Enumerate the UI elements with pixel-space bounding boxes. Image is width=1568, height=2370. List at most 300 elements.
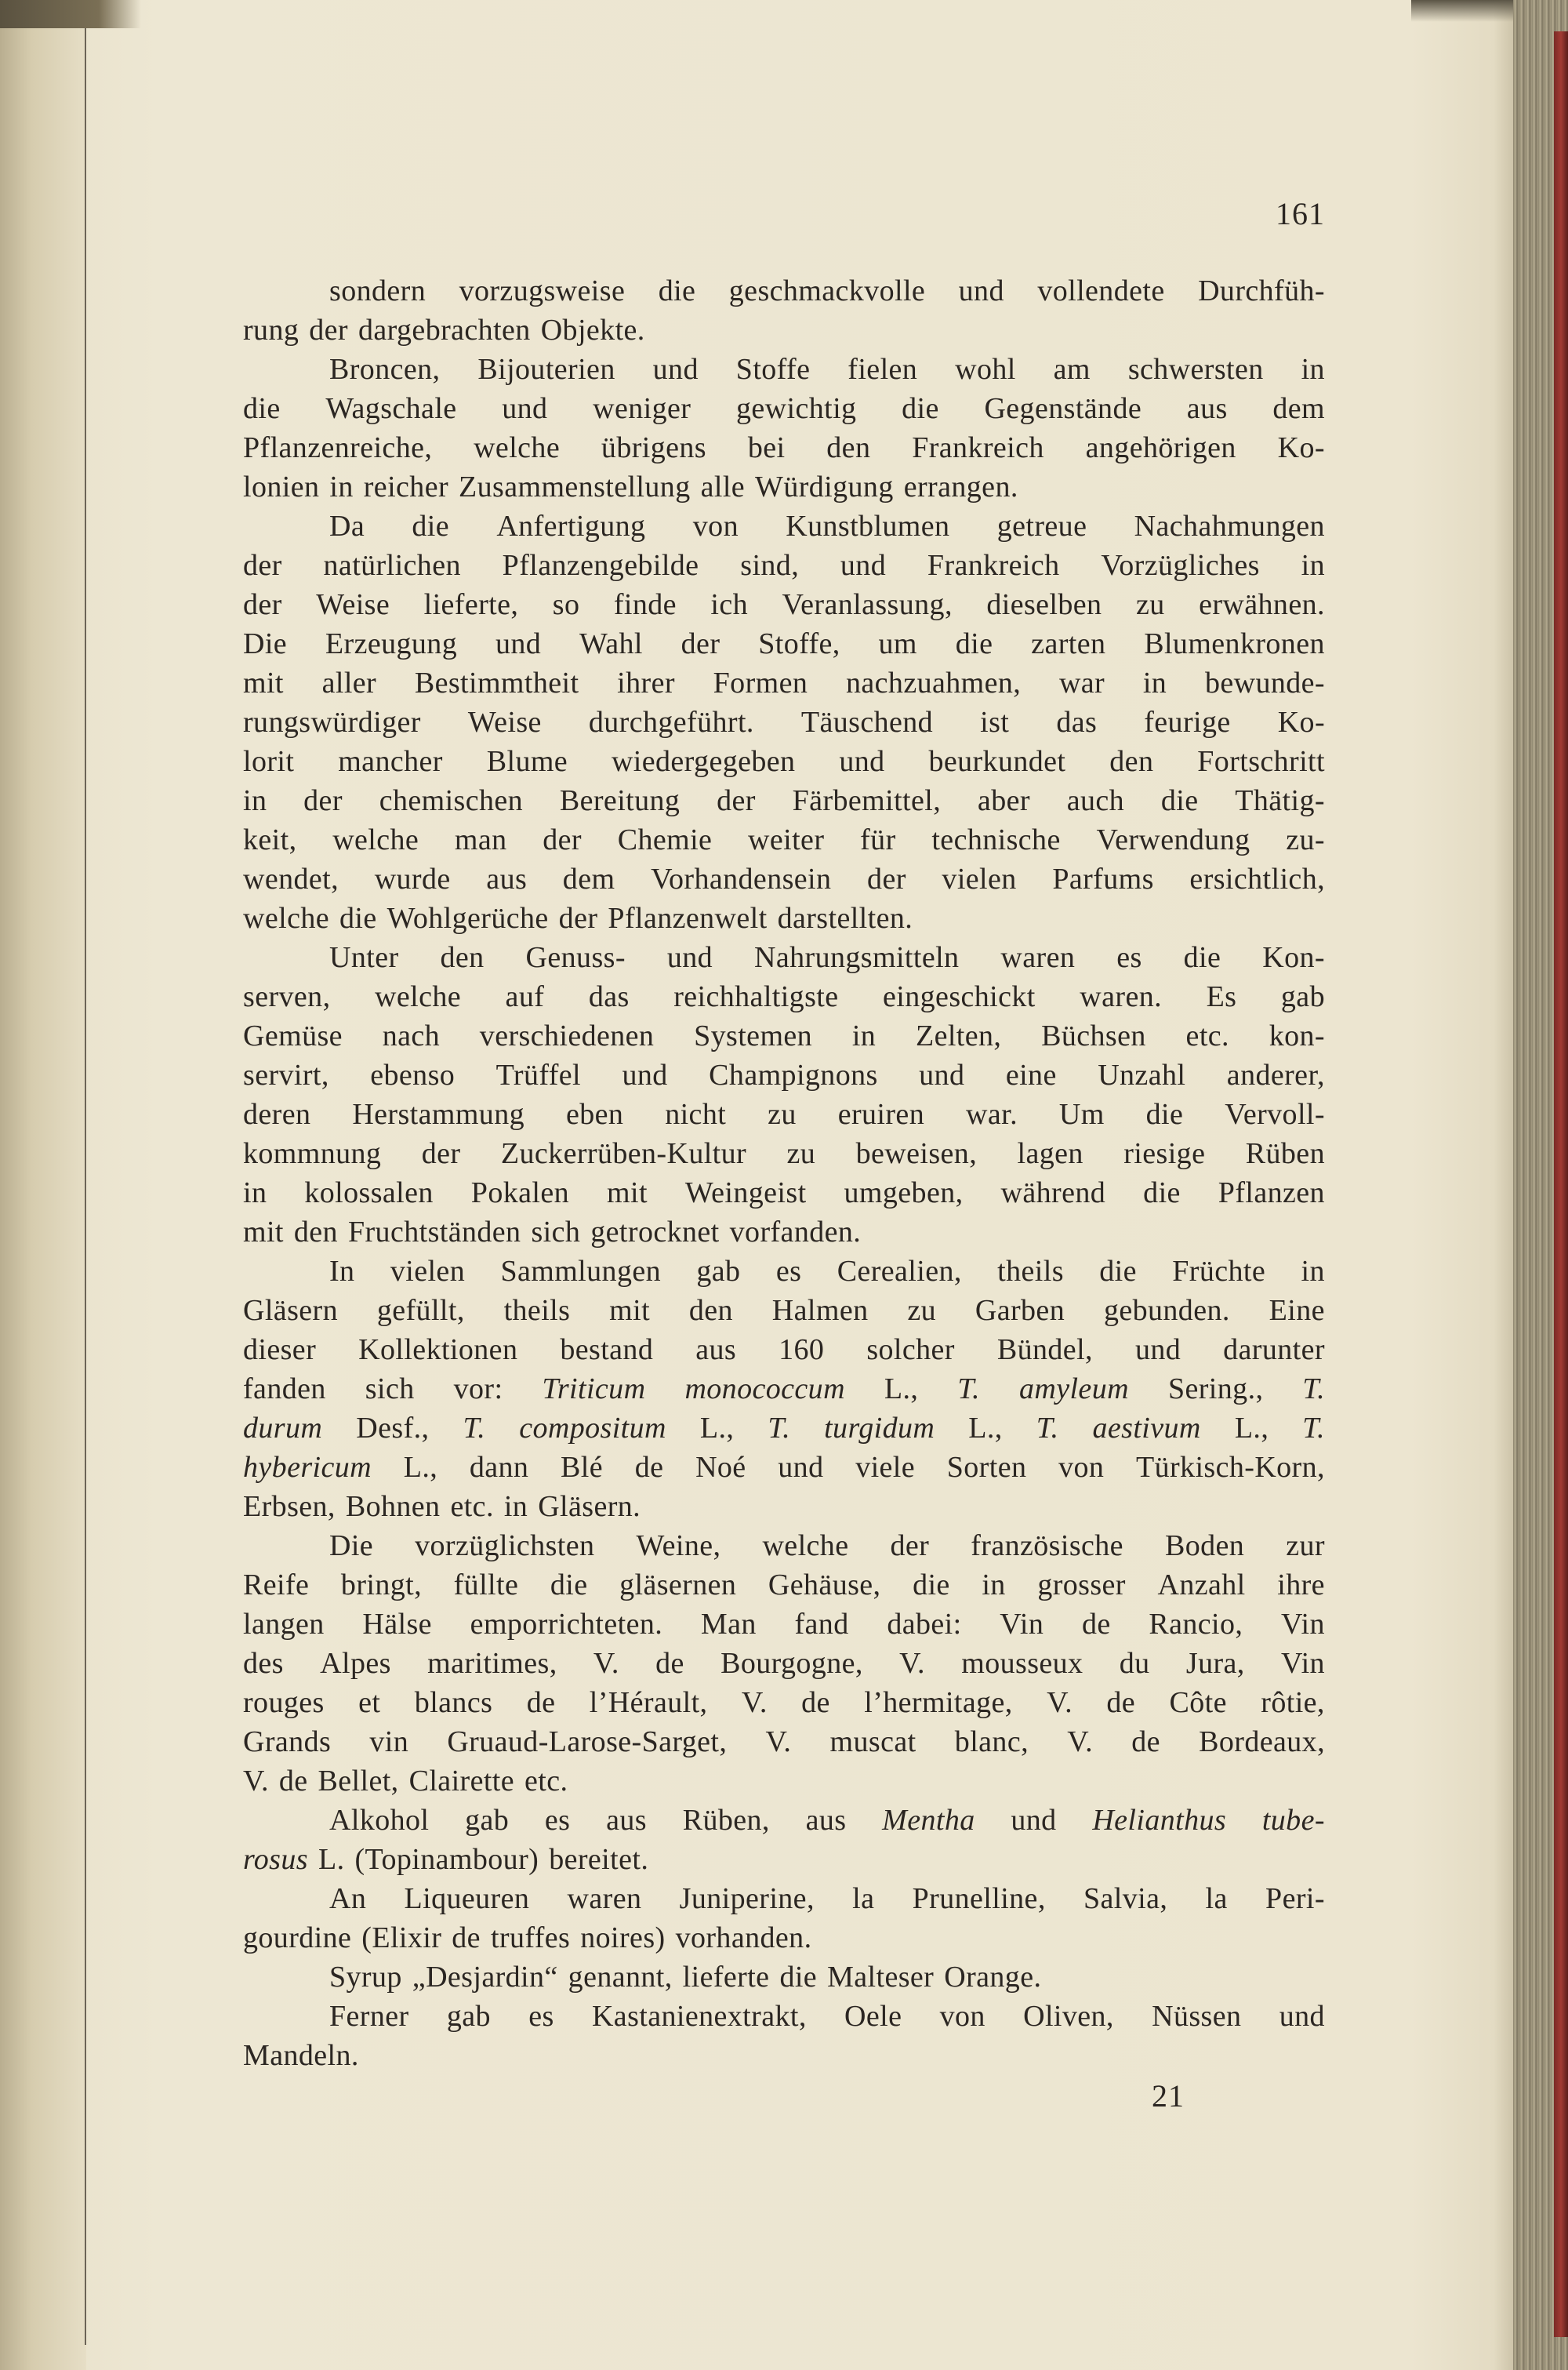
word: rôtie,	[1261, 1686, 1325, 1719]
word: nachzuahmen,	[846, 667, 1022, 700]
word: so	[552, 588, 580, 621]
word: aus	[486, 863, 528, 896]
word: lieferte,	[423, 588, 519, 621]
word: Um	[1058, 1098, 1105, 1131]
word: der	[558, 902, 598, 935]
word: vorzüglichsten	[415, 1529, 595, 1562]
word: Blumenkronen	[1144, 627, 1325, 660]
word: Objekte.	[540, 314, 645, 347]
word: ich	[710, 588, 749, 621]
word: war	[1058, 667, 1105, 700]
word: man	[454, 823, 507, 856]
word: (Topinambour)	[354, 1843, 539, 1876]
text-line	[243, 624, 1325, 663]
word: aller	[321, 667, 377, 700]
word: in	[851, 1020, 877, 1052]
word: auch	[1066, 784, 1125, 817]
paragraph	[243, 1526, 1325, 1801]
word: V.	[1047, 1686, 1073, 1719]
word: Systemen	[694, 1020, 813, 1052]
word: durum	[243, 1412, 323, 1445]
word: compositum	[519, 1412, 666, 1445]
word: de	[1131, 1725, 1160, 1758]
word: dem	[562, 863, 615, 896]
word: hybericum	[243, 1451, 372, 1484]
word: dann	[469, 1451, 529, 1484]
word: Halmen	[771, 1294, 869, 1327]
word: Färbemittel,	[792, 784, 942, 817]
page-number: 161	[1276, 196, 1325, 231]
word: kommnung	[243, 1137, 382, 1170]
word: de	[1081, 1608, 1111, 1641]
word: in	[243, 1176, 267, 1209]
word: weiter	[748, 823, 825, 856]
word: Weise	[467, 706, 542, 739]
word: Vervoll-	[1225, 1098, 1325, 1131]
word: und	[1011, 1804, 1057, 1837]
text-line	[243, 1918, 1325, 1957]
text-line	[243, 1644, 1325, 1683]
word: Kollektionen	[358, 1333, 518, 1366]
word: und	[778, 1451, 824, 1484]
word: während	[1000, 1176, 1106, 1209]
word: der	[243, 549, 282, 582]
word: Alkohol	[329, 1804, 430, 1837]
word: Mentha	[882, 1804, 975, 1837]
word: Oliven,	[1023, 2000, 1114, 2033]
word: Syrup	[329, 1961, 402, 1994]
word: (Elixir	[361, 1921, 442, 1954]
word: wiedergegeben	[611, 745, 796, 778]
text-line	[243, 977, 1325, 1016]
text-line	[243, 1605, 1325, 1644]
word: die	[779, 1961, 818, 1994]
word: Jura,	[1185, 1647, 1245, 1680]
word: Champignons	[709, 1059, 878, 1092]
word: grosser	[1037, 1568, 1126, 1601]
word: darstellten.	[777, 902, 913, 935]
word: dieselben	[986, 588, 1102, 621]
word: ihrer	[617, 667, 675, 700]
word: reicher	[363, 471, 449, 503]
word: zu	[1135, 588, 1165, 621]
word: den	[293, 1216, 338, 1249]
word: l’Hérault,	[589, 1686, 708, 1719]
word: de	[801, 1686, 830, 1719]
word: dabei:	[887, 1608, 962, 1641]
word: vin	[369, 1725, 409, 1758]
word: Vorzügliches	[1101, 549, 1260, 582]
word: Vin	[1280, 1608, 1325, 1641]
text-line	[243, 1095, 1325, 1134]
word: welche	[375, 980, 462, 1013]
word: Weine,	[636, 1529, 721, 1562]
word: Helianthus	[1092, 1804, 1227, 1837]
word: la	[852, 1882, 875, 1915]
word: Weingeist	[684, 1176, 807, 1209]
word: Orange.	[944, 1961, 1042, 1994]
word: Sorten	[946, 1451, 1027, 1484]
word: der	[309, 314, 348, 347]
word: Noé	[695, 1451, 746, 1484]
text-line	[243, 742, 1325, 781]
word: die	[1160, 784, 1199, 817]
word: Da	[329, 510, 365, 543]
word: Zelten,	[915, 1020, 1002, 1052]
word: am	[1053, 353, 1091, 386]
text-line	[243, 507, 1325, 546]
word: vollendete	[1037, 274, 1165, 307]
word: erwähnen.	[1199, 588, 1325, 621]
word: in	[1301, 549, 1325, 582]
word: mit	[243, 667, 284, 700]
word: Cerealien,	[837, 1255, 962, 1288]
word: Pflanzenwelt	[608, 902, 768, 935]
word: Weise	[316, 588, 390, 621]
text-line	[243, 1487, 1325, 1526]
word: Früchte	[1172, 1255, 1266, 1288]
word: Bijouterien	[477, 353, 615, 386]
text-line	[243, 1369, 1325, 1409]
word: der	[303, 784, 343, 817]
text-line	[243, 389, 1325, 428]
word: T.	[768, 1412, 791, 1445]
word: den	[440, 941, 485, 974]
word: es	[775, 1255, 802, 1288]
word: Durchfüh-	[1198, 274, 1325, 307]
word: chemischen	[379, 784, 524, 817]
word: von	[939, 2000, 985, 2033]
text-line	[243, 820, 1325, 860]
binding-gutter	[0, 0, 86, 2370]
word: und	[1279, 2000, 1325, 2033]
word: den	[688, 1294, 733, 1327]
word: lagen	[1017, 1137, 1083, 1170]
text-line	[243, 428, 1325, 467]
word: die	[339, 902, 377, 935]
paragraph	[243, 507, 1325, 938]
word: de	[634, 1451, 664, 1484]
word: Bestimmtheit	[414, 667, 579, 700]
text-line	[243, 703, 1325, 742]
word: Clairette	[408, 1765, 515, 1797]
red-cover-edge	[1554, 31, 1568, 2337]
word: füllte	[453, 1568, 519, 1601]
word: bringt,	[340, 1568, 422, 1601]
word: du	[1119, 1647, 1150, 1680]
word: blanc,	[954, 1725, 1029, 1758]
paragraph	[243, 938, 1325, 1252]
word: Die	[329, 1529, 374, 1562]
word: und	[666, 941, 713, 974]
word: die	[243, 392, 281, 425]
word: V.	[243, 1765, 269, 1797]
word: solcher	[866, 1333, 955, 1366]
word: fand	[794, 1608, 849, 1641]
word: In	[329, 1255, 355, 1288]
text-line	[243, 350, 1325, 389]
word: Grands	[243, 1725, 332, 1758]
word: Erzeugung	[325, 627, 458, 660]
text-line	[243, 860, 1325, 899]
word: L.,	[1234, 1412, 1269, 1445]
text-line	[243, 663, 1325, 703]
word: Sammlungen	[500, 1255, 662, 1288]
word: servirt,	[243, 1059, 329, 1092]
word: Bourgogne,	[720, 1647, 863, 1680]
word: Boden	[1164, 1529, 1245, 1562]
word: Bellet,	[318, 1765, 399, 1797]
word: Ferner	[329, 2000, 409, 2033]
word: Gehäuse,	[768, 1568, 881, 1601]
text-line	[243, 1722, 1325, 1761]
word: lorit	[243, 745, 295, 778]
word: welche	[332, 823, 419, 856]
word: Mandeln.	[243, 2039, 359, 2072]
word: Gegenstände	[984, 392, 1142, 425]
page-content	[243, 0, 1325, 2370]
word: zu-	[1286, 823, 1325, 856]
word: das	[1056, 706, 1098, 739]
word: Stoffe,	[758, 627, 840, 660]
word: gläsernen	[619, 1568, 737, 1601]
body-text	[243, 271, 1325, 2075]
word: und	[958, 274, 1004, 307]
word: zu	[786, 1137, 816, 1170]
word: ist	[980, 706, 1010, 739]
text-line	[243, 1330, 1325, 1369]
word: vielen	[942, 863, 1017, 896]
word: Ko-	[1277, 431, 1325, 464]
word: Kastanienextrakt,	[591, 2000, 807, 2033]
text-line	[243, 1957, 1325, 1997]
word: des	[243, 1647, 284, 1680]
paragraph	[243, 1957, 1325, 1997]
word: Prunelline,	[912, 1882, 1046, 1915]
word: L.	[318, 1843, 345, 1876]
word: Broncen,	[329, 353, 441, 386]
word: aus	[805, 1804, 847, 1837]
text-line	[243, 585, 1325, 624]
word: und	[840, 549, 887, 582]
word: mousseux	[961, 1647, 1083, 1680]
word: dieser	[243, 1333, 317, 1366]
word: kon-	[1269, 1020, 1325, 1052]
word: monococcum	[684, 1372, 845, 1405]
word: ersichtlich,	[1189, 863, 1325, 896]
word: Chemie	[617, 823, 713, 856]
word: Bohnen	[345, 1490, 441, 1523]
word: „Desjardin“	[412, 1961, 558, 1994]
word: der	[681, 627, 720, 660]
word: Genuss-	[525, 941, 626, 974]
word: weniger	[593, 392, 691, 425]
word: Thätig-	[1235, 784, 1325, 817]
word: beweisen,	[855, 1137, 978, 1170]
word: Veranlassung,	[782, 588, 953, 621]
word: es	[544, 1804, 571, 1837]
word: Fortschritt	[1197, 745, 1325, 778]
word: 160	[779, 1333, 825, 1366]
word: Pokalen	[470, 1176, 570, 1209]
word: darunter	[1223, 1333, 1325, 1366]
word: Oele	[844, 2000, 902, 2033]
word: nach	[382, 1020, 441, 1052]
word: Nachahmungen	[1134, 510, 1325, 543]
word: T.	[1302, 1412, 1325, 1445]
word: der	[717, 784, 756, 817]
word: la	[1205, 1882, 1228, 1915]
word: gab	[1280, 980, 1325, 1013]
word: die	[658, 274, 696, 307]
word: L.,	[403, 1451, 438, 1484]
word: Desf.,	[356, 1412, 430, 1445]
word: aber	[977, 784, 1030, 817]
word: war.	[966, 1098, 1018, 1131]
word: Zusammenstellung	[459, 471, 691, 503]
word: das	[588, 980, 630, 1013]
word: natürlichen	[323, 549, 461, 582]
word: Trüffel	[495, 1059, 582, 1092]
word: etc.	[1185, 1020, 1229, 1052]
word: Verwendung	[1096, 823, 1250, 856]
text-line	[243, 1761, 1325, 1801]
word: langen	[243, 1608, 325, 1641]
word: errangen.	[903, 471, 1018, 503]
word: mit	[243, 1216, 284, 1249]
word: gab	[696, 1255, 741, 1288]
word: Gruaud-Larose-Sarget,	[447, 1725, 728, 1758]
word: Alpes	[320, 1647, 391, 1680]
word: die	[902, 392, 939, 425]
word: theils	[997, 1255, 1064, 1288]
text-line	[243, 1252, 1325, 1291]
text-line	[243, 938, 1325, 977]
word: Bündel,	[996, 1333, 1093, 1366]
word: Blé	[561, 1451, 603, 1484]
word: übrigens	[601, 431, 706, 464]
word: Vorhandensein	[651, 863, 832, 896]
word: und	[495, 627, 542, 660]
word: wohl	[955, 353, 1016, 386]
word: Bordeaux,	[1199, 1725, 1325, 1758]
word: Gläsern	[243, 1294, 338, 1327]
word: emporrichteten.	[470, 1608, 663, 1641]
word: Es	[1206, 980, 1237, 1013]
word: L.,	[884, 1372, 919, 1405]
word: gourdine	[243, 1921, 352, 1954]
paragraph	[243, 350, 1325, 507]
word: der	[867, 863, 906, 896]
word: Zuckerrüben-Kultur	[500, 1137, 747, 1170]
word: Pflanzen	[1218, 1176, 1325, 1209]
word: vor:	[453, 1372, 503, 1405]
word: welche	[474, 431, 561, 464]
word: aus	[1186, 392, 1228, 425]
word: kolossalen	[304, 1176, 434, 1209]
word: Anzahl	[1157, 1568, 1246, 1601]
word: und	[919, 1059, 965, 1092]
word: Man	[700, 1608, 757, 1641]
word: amyleum	[1018, 1372, 1129, 1405]
word: aus	[606, 1804, 647, 1837]
word: Pflanzenreiche,	[243, 431, 433, 464]
word: durchgeführt.	[588, 706, 754, 739]
word: Rüben	[1245, 1137, 1325, 1170]
text-line	[243, 1173, 1325, 1212]
word: Kunstblumen	[786, 510, 950, 543]
word: die	[1145, 1098, 1184, 1131]
word: Die	[243, 627, 288, 660]
word: vielen	[390, 1255, 466, 1288]
word: die	[913, 1568, 950, 1601]
word: den	[1109, 745, 1154, 778]
word: alle	[700, 471, 746, 503]
word: und	[502, 392, 548, 425]
word: l’hermitage,	[864, 1686, 1013, 1719]
word: V.	[899, 1647, 925, 1680]
word: mit	[607, 1176, 648, 1209]
text-line	[243, 467, 1325, 507]
word: bestand	[560, 1333, 654, 1366]
word: in	[1301, 1255, 1325, 1288]
word: turgidum	[824, 1412, 935, 1445]
word: Wohlgerüche	[387, 902, 549, 935]
text-line	[243, 1212, 1325, 1252]
word: sich	[365, 1372, 415, 1405]
word: Türkisch-Korn,	[1135, 1451, 1325, 1484]
paragraph	[243, 1252, 1325, 1526]
text-line	[243, 1683, 1325, 1722]
word: es	[528, 2000, 554, 2033]
word: zu	[768, 1098, 797, 1131]
word: französische	[971, 1529, 1123, 1562]
word: in	[1301, 353, 1325, 386]
word: sind,	[740, 549, 800, 582]
word: Pflanzengebilde	[502, 549, 699, 582]
word: der	[543, 823, 582, 856]
word: etc.	[450, 1490, 494, 1523]
word: den	[826, 431, 871, 464]
word: und	[1134, 1333, 1181, 1366]
word: Rüben,	[682, 1804, 770, 1837]
word: de	[278, 1765, 308, 1797]
word: Fruchtständen	[347, 1216, 521, 1249]
word: Bereitung	[559, 784, 681, 817]
word: eingeschickt	[883, 980, 1036, 1013]
word: anderer,	[1226, 1059, 1325, 1092]
word: vorzugsweise	[459, 274, 626, 307]
word: Eine	[1269, 1294, 1325, 1327]
word: Salvia,	[1083, 1882, 1168, 1915]
word: bereitet.	[549, 1843, 649, 1876]
word: de	[452, 1921, 481, 1954]
text-line	[243, 1016, 1325, 1056]
word: wurde	[374, 863, 451, 896]
word: noires)	[580, 1921, 666, 1954]
text-line	[243, 271, 1325, 311]
word: eruiren	[837, 1098, 925, 1131]
word: die	[1099, 1255, 1137, 1288]
word: T.	[463, 1412, 486, 1445]
word: feurige	[1144, 706, 1231, 739]
paragraph	[243, 1801, 1325, 1879]
word: sich	[531, 1216, 581, 1249]
word: und	[622, 1059, 668, 1092]
word: Frankreich	[912, 431, 1044, 464]
word: wendet,	[243, 863, 339, 896]
word: V.	[765, 1725, 792, 1758]
